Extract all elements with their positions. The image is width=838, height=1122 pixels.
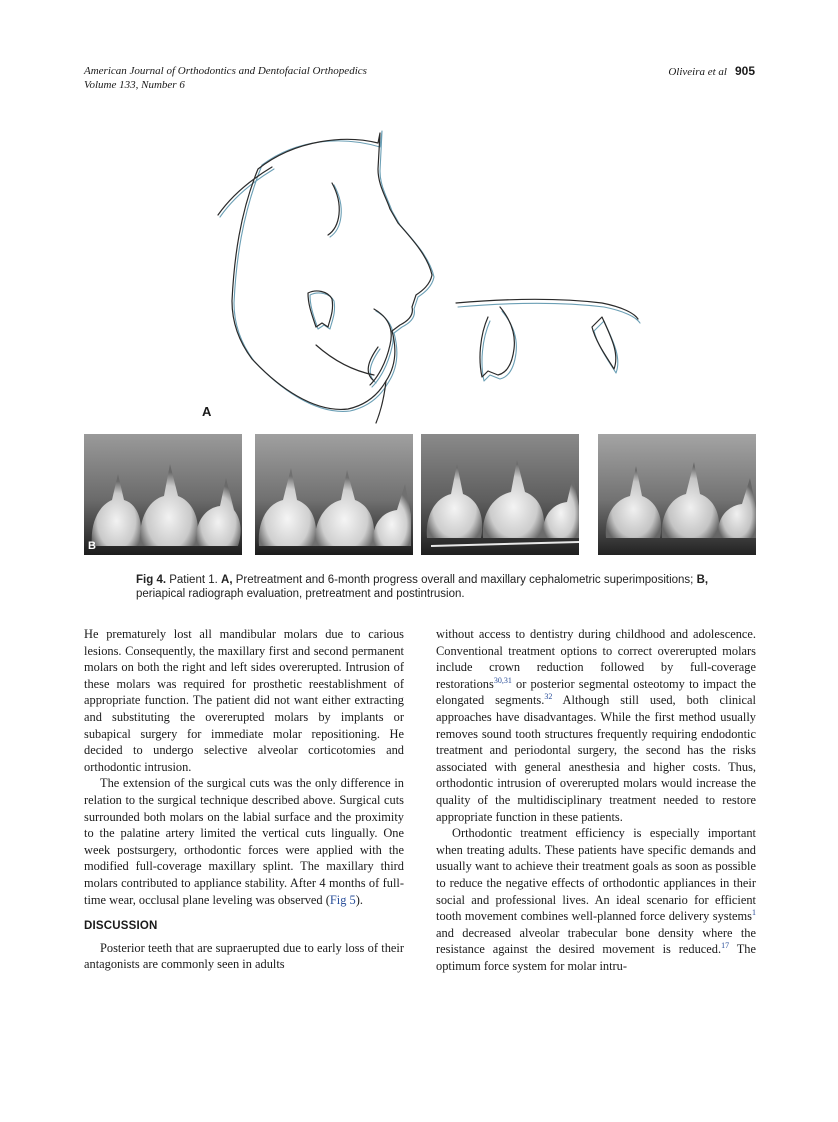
figure-5-link[interactable]: Fig 5 <box>329 892 356 907</box>
caption-panel-a-label: A, <box>221 574 233 586</box>
reference-citation[interactable]: 32 <box>544 692 553 702</box>
paragraph-text-end: ). <box>355 892 363 907</box>
caption-panel-a-text: Pretreatment and 6-month progress overall and maxillary cephalometric superimpositions; <box>232 574 697 586</box>
radiograph-image <box>421 434 579 555</box>
radiograph-image <box>598 434 756 555</box>
journal-title: American Journal of Orthodontics and Dentofacial Orthopedics <box>84 65 367 77</box>
reference-citation[interactable]: 17 <box>721 941 730 951</box>
radiograph-postintrusion-right <box>598 434 756 555</box>
paragraph-text: The extension of the surgical cuts was the only difference in relation to the surgical technique described above. Surgical cuts surrounded both molars on the labial surface and the proximity to the palatine artery limited the vertical cuts lingually. One week postsurgery, orthodontic forces were applied with the modified full-coverage maxillary splint. The maxillary third molars contributed to appliance stability. After 4 months of full-time wear, occlusal plane leveling was observed ( <box>84 776 404 907</box>
paragraph-text: Although still used, both clinical approaches have disadvantages. While the first method usually removes sound tooth structures frequently requiring endodontic treatment and periodontal surgery, the second has the risks associated with general anesthesia and higher costs. Thus, orthodontic intrusion of overerupted molars would increase the quality of the multidisciplinary treatment needed to restore appropriate function in these patients. <box>436 693 756 824</box>
right-column <box>436 626 756 974</box>
running-header-journal <box>84 64 367 92</box>
paragraph: Posterior teeth that are supraerupted due to early loss of their antagonists are commonly seen in adults <box>84 940 404 972</box>
section-heading-discussion: DISCUSSION <box>84 920 158 933</box>
radiograph-postintrusion-left <box>421 434 579 555</box>
journal-volume: Volume 133, Number 6 <box>84 79 185 91</box>
paragraph-text: or posterior segmental osteotomy to impact the elongated segments. <box>436 676 756 708</box>
page-number: 905 <box>734 64 755 78</box>
radiograph-image <box>255 434 413 555</box>
paragraph-text: The optimum force system for molar intru- <box>436 942 757 973</box>
caption-panel-b-text: periapical radiograph evaluation, pretreatment and postintrusion. <box>136 588 465 600</box>
paragraph <box>436 626 756 825</box>
paragraph-text: and decreased alveolar trabecular bone density where the resistance against the desired movement is reduced. <box>436 925 756 957</box>
paragraph: He prematurely lost all mandibular molars due to carious lesions. Consequently, the maxillary first and second permanent molars on both the right and left sides overerupted. Intrusion of these molars was required for prosthetic reestablishment of appropriate function. The patient did not want either extracting and substituting the overerupted molars by implants or subapical surgery for immediate molar repositioning. He decided to undergo selective alveolar corticotomies and orthodontic intrusion. <box>84 627 404 774</box>
caption-panel-b-label: B, <box>696 574 709 586</box>
radiograph-row <box>84 434 756 555</box>
reference-citation[interactable]: 1 <box>752 907 756 917</box>
left-column <box>84 626 404 973</box>
paragraph <box>436 825 756 974</box>
reference-citation[interactable]: 30,31 <box>493 675 512 685</box>
radiograph-pretreatment-left <box>84 434 242 555</box>
radiograph-pretreatment-right <box>255 434 413 555</box>
figure-caption <box>136 573 716 601</box>
running-header-page <box>668 64 755 78</box>
authors: Oliveira et al <box>668 66 727 78</box>
paragraph-text: without access to dentistry during childhood and adolescence. Conventional treatment options to correct overerupted molars include crown reduction followed by full-coverage restorations <box>436 627 756 691</box>
paragraph <box>84 775 404 908</box>
panel-label-a: A <box>202 404 212 419</box>
caption-intro: Patient 1. <box>166 574 222 586</box>
paragraph-text: Orthodontic treatment efficiency is especially important when treating adults. These patients have specific demands and usually want to achieve their treatment goals as soon as possible to reduce the negative effects of orthodontic appliances in their social and professional lives. An ideal scenario for efficient tooth movement combines well-planned force delivery systems <box>436 826 756 924</box>
panel-label-b: B <box>88 540 96 552</box>
caption-figure-label: Fig 4. <box>136 574 167 586</box>
radiograph-image <box>84 434 242 555</box>
cephalometric-tracing <box>84 125 756 430</box>
